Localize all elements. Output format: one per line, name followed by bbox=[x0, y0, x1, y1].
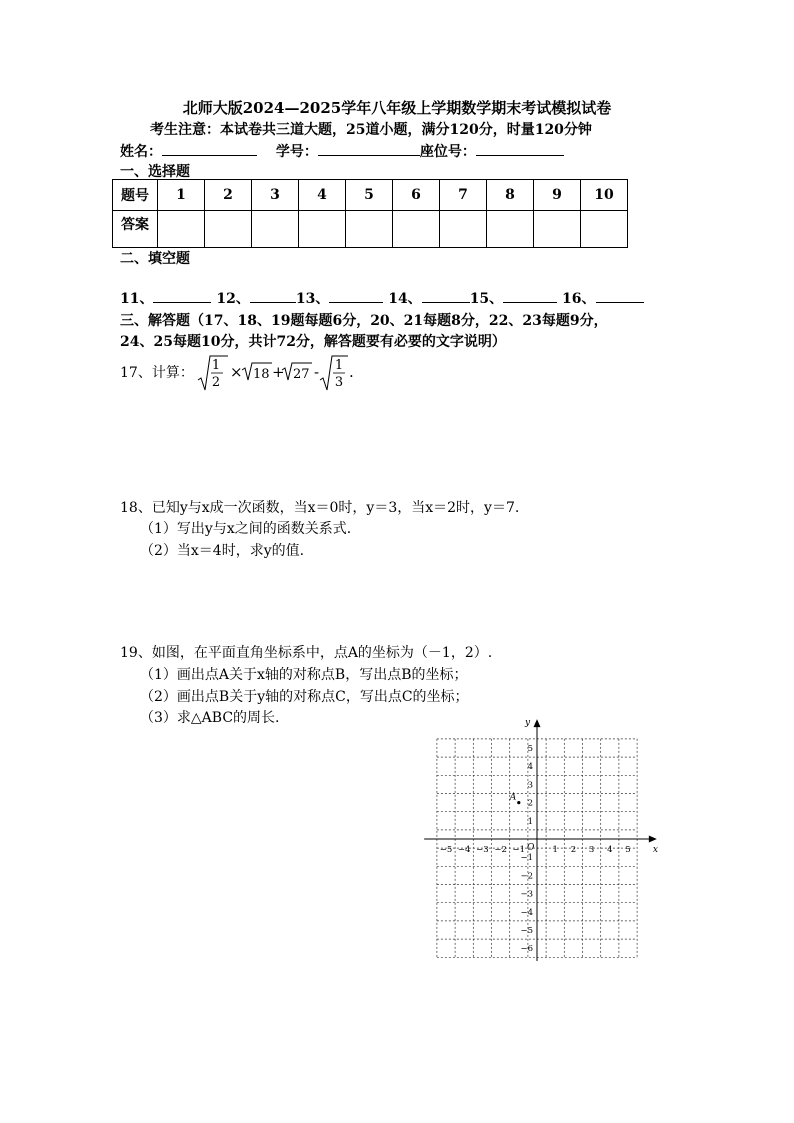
x-tick-label: −3 bbox=[476, 845, 489, 855]
q18-stem: 18、已知y与x成一次函数，当x＝0时，y＝3，当x＝2时，y＝7. bbox=[120, 500, 520, 516]
q19-part3: （3）求△ABC的周长. bbox=[140, 710, 280, 726]
q17-expression bbox=[196, 352, 376, 394]
question-col-8: 8 bbox=[487, 180, 534, 211]
fill-blank-14[interactable] bbox=[422, 288, 470, 303]
fill-in-line bbox=[120, 288, 644, 308]
answer-cell[interactable] bbox=[534, 211, 581, 248]
answer-cell[interactable] bbox=[252, 211, 299, 248]
x-tick-label: 4 bbox=[607, 845, 613, 855]
question-col-3: 3 bbox=[252, 180, 299, 211]
expr-period: . bbox=[349, 363, 354, 381]
answer-cell[interactable] bbox=[158, 211, 205, 248]
x-tick-label: −1 bbox=[512, 845, 526, 855]
x-tick-label: −2 bbox=[494, 845, 507, 855]
answer-cell[interactable] bbox=[440, 211, 487, 248]
frac2-numerator: 1 bbox=[334, 358, 344, 373]
frac1-numerator: 1 bbox=[211, 358, 221, 373]
question-col-2: 2 bbox=[205, 180, 252, 211]
y-tick-label: −5 bbox=[520, 926, 533, 936]
answer-cell[interactable] bbox=[487, 211, 534, 248]
y-tick-label: −2 bbox=[520, 871, 533, 882]
y-tick-label: 3 bbox=[527, 780, 533, 791]
answer-table-answer-row bbox=[113, 211, 628, 248]
radicand-18: 18 bbox=[253, 367, 270, 382]
radical-27 bbox=[282, 363, 312, 382]
y-tick-label: 1 bbox=[527, 816, 533, 827]
x-tick-label: −5 bbox=[439, 845, 453, 855]
y-tick-label: 4 bbox=[527, 762, 533, 773]
answer-cell[interactable] bbox=[205, 211, 252, 248]
fill-label-13: 13、 bbox=[295, 291, 330, 307]
plus-sign: + bbox=[272, 363, 285, 381]
answer-table-header-row bbox=[113, 180, 628, 211]
fill-label-14: 14、 bbox=[388, 291, 422, 307]
fill-blank-11[interactable] bbox=[153, 288, 211, 303]
fill-label-11: 11、 bbox=[120, 291, 154, 307]
question-col-10: 10 bbox=[581, 180, 628, 211]
fill-label-12: 12、 bbox=[216, 291, 250, 307]
fill-blank-16[interactable] bbox=[596, 288, 644, 303]
answer-cell[interactable] bbox=[346, 211, 393, 248]
x-axis-label: x bbox=[652, 845, 658, 855]
answer-table bbox=[112, 179, 628, 248]
answer-cell[interactable] bbox=[393, 211, 440, 248]
student-info-line bbox=[120, 141, 564, 161]
q18-part2: （2）当x＝4时，求y的值. bbox=[140, 543, 305, 559]
exam-title: 北师大版2024—2025学年八年级上学期数学期末考试模拟试卷 bbox=[182, 99, 612, 117]
answer-cell[interactable] bbox=[581, 211, 628, 248]
y-axis-arrow bbox=[534, 719, 541, 727]
x-tick-label: −4 bbox=[457, 845, 471, 855]
question-number-header: 题号 bbox=[113, 180, 158, 211]
question-col-9: 9 bbox=[534, 180, 581, 211]
fill-blank-13[interactable] bbox=[329, 288, 383, 303]
question-col-4: 4 bbox=[299, 180, 346, 211]
q17-label: 17、计算： bbox=[120, 365, 194, 381]
point-a-label: A bbox=[509, 792, 517, 803]
answer-cell[interactable] bbox=[299, 211, 346, 248]
point-a bbox=[517, 801, 520, 804]
question-col-7: 7 bbox=[440, 180, 487, 211]
y-tick-label: −4 bbox=[520, 907, 533, 918]
id-blank[interactable] bbox=[318, 141, 420, 156]
origin-label: O bbox=[527, 843, 535, 853]
fill-blank-15[interactable] bbox=[503, 288, 557, 303]
minus-sign: - bbox=[314, 363, 320, 381]
x-tick-label: 5 bbox=[625, 845, 631, 855]
radical-18 bbox=[242, 363, 272, 382]
x-axis-arrow bbox=[649, 836, 657, 843]
section3-heading-line1: 三、解答题（17、18、19题每题6分，20、21每题8分，22、23每题9分， bbox=[120, 313, 608, 329]
radical-frac-2 bbox=[320, 356, 348, 390]
frac2-denominator: 3 bbox=[334, 375, 344, 390]
fill-label-16: 16、 bbox=[562, 291, 596, 307]
radical-frac-1 bbox=[198, 356, 228, 390]
name-blank[interactable] bbox=[162, 141, 257, 156]
q18-part1: （1）写出y与x之间的函数关系式. bbox=[140, 521, 352, 537]
coordinate-grid bbox=[425, 718, 658, 968]
y-tick-label: −1 bbox=[520, 853, 533, 864]
question-col-5: 5 bbox=[346, 180, 393, 211]
times-sign: × bbox=[230, 363, 243, 381]
section1-heading: 一、选择题 bbox=[120, 164, 190, 180]
y-axis-label: y bbox=[525, 718, 531, 729]
section2-heading: 二、填空题 bbox=[120, 251, 190, 267]
y-tick-label: 5 bbox=[527, 744, 533, 754]
question-col-1: 1 bbox=[158, 180, 205, 211]
x-tick-label: 3 bbox=[588, 845, 595, 855]
section3-heading-line2: 24、25每题10分，共计72分，解答题要有必要的文字说明） bbox=[120, 334, 506, 350]
radicand-27: 27 bbox=[293, 367, 310, 382]
x-tick-label: 2 bbox=[570, 845, 577, 855]
question-col-6: 6 bbox=[393, 180, 440, 211]
frac1-denominator: 2 bbox=[211, 375, 221, 390]
exam-notice: 考生注意：本试卷共三道大题，25道小题，满分120分，时量120分钟 bbox=[150, 122, 592, 138]
q19-part1: （1）画出点A关于x轴的对称点B，写出点B的坐标； bbox=[140, 667, 468, 683]
y-tick-label: −3 bbox=[520, 889, 533, 900]
seat-blank[interactable] bbox=[476, 141, 564, 156]
y-tick-label: −6 bbox=[520, 944, 533, 955]
seat-label: 座位号： bbox=[419, 144, 476, 160]
name-label: 姓名： bbox=[120, 144, 162, 160]
fill-blank-12[interactable] bbox=[250, 288, 296, 303]
y-tick-label: 2 bbox=[527, 798, 533, 809]
id-label: 学号： bbox=[275, 144, 318, 160]
fill-label-15: 15、 bbox=[469, 291, 504, 307]
q19-part2: （2）画出点B关于y轴的对称点C，写出点C的坐标； bbox=[140, 689, 469, 705]
x-tick-label: 1 bbox=[552, 845, 558, 855]
q19-stem: 19、如图，在平面直角坐标系中，点A的坐标为（－1，2）. bbox=[120, 645, 493, 661]
answer-header: 答案 bbox=[113, 211, 158, 248]
